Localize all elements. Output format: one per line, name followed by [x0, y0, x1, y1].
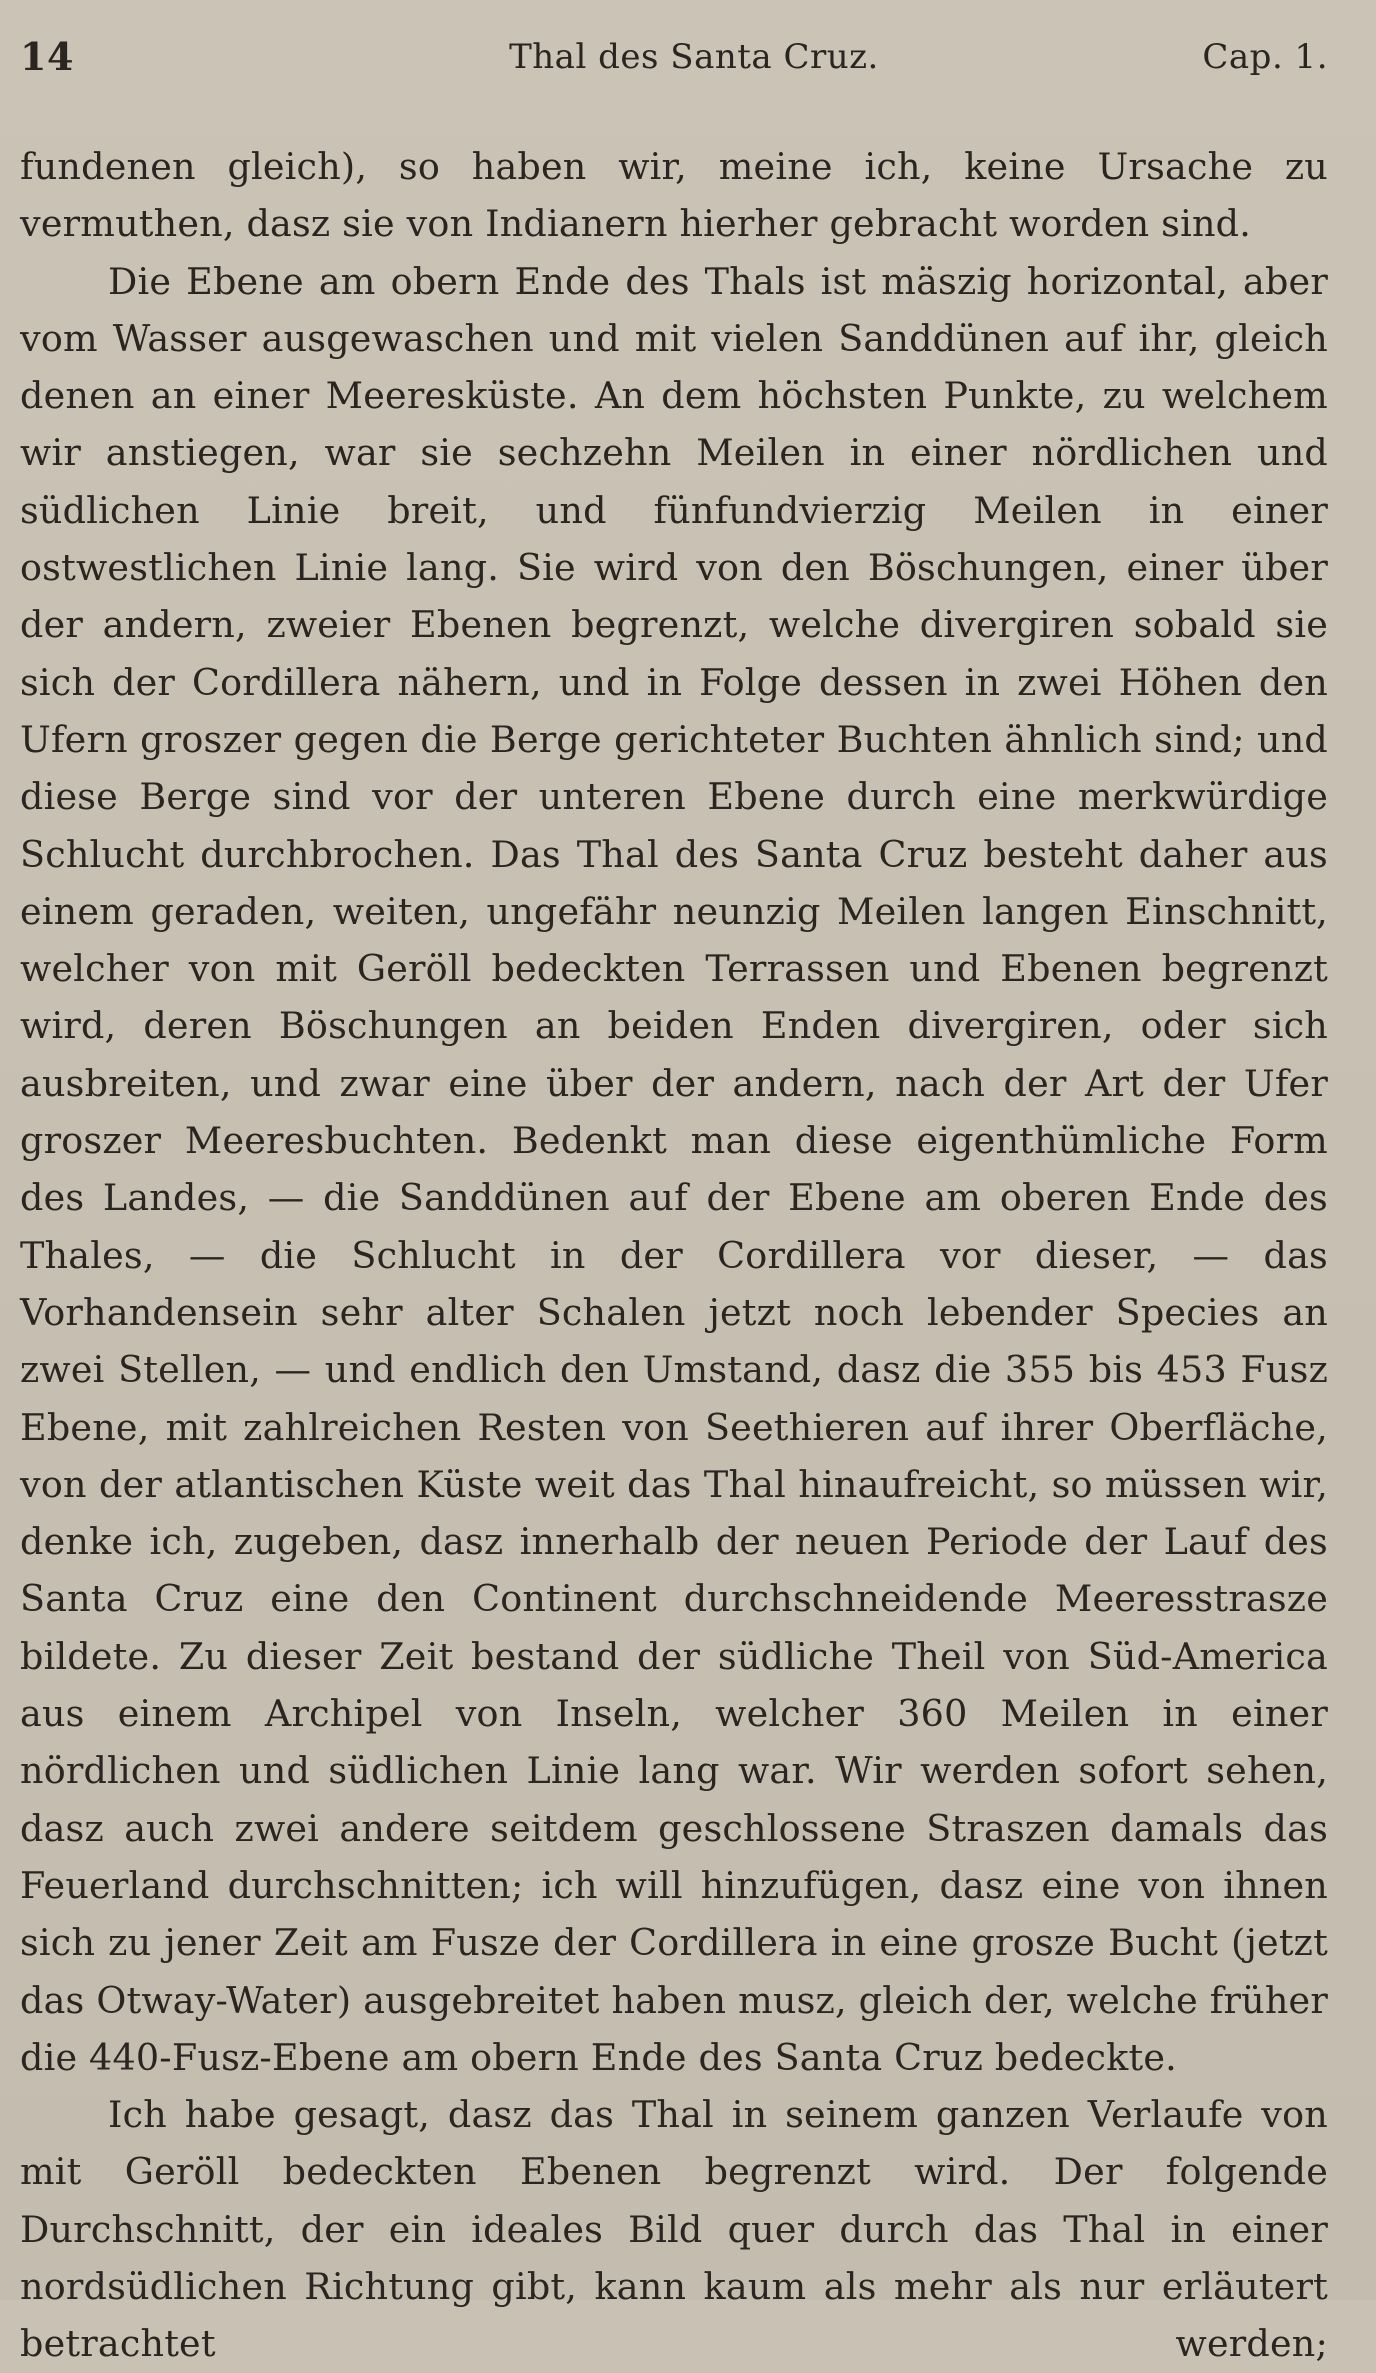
- paragraph-section-description: Ich habe gesagt, dasz das Thal in seinem ganzen Verlaufe von mit Geröll bedeckten Ebenen begrenzt wird. Der folgende Durchschnitt, der ein ideales Bild quer durch das Thal in einer nordsüdlichen Richtung gibt, kann kaum als mehr als nur erläutert betrachtet werden;: [20, 2093, 1328, 2366]
- page-number: 14: [20, 34, 74, 79]
- running-title: Thal des Santa Cruz.: [509, 37, 879, 77]
- body-text: [20, 138, 1328, 2373]
- paragraph-continuation: fundenen gleich), so haben wir, meine ich, keine Ursache zu vermuthen, dasz sie von Indianern hierher gebracht worden sind.: [20, 145, 1328, 246]
- chapter-label: Cap. 1.: [1202, 37, 1328, 77]
- page-header: [20, 28, 1328, 86]
- paragraph-valley-plain: Die Ebene am obern Ende des Thals ist mäszig horizontal, aber vom Wasser ausgewaschen und mit vielen Sanddünen auf ihr, gleich denen an einer Meeresküste. An dem höchsten Punkte, zu welchem wir anstiegen, war sie sechzehn Meilen in einer nördlichen und südlichen Linie breit, und fünfundvierzig Meilen in einer ostwestlichen Linie lang. Sie wird von den Böschungen, einer über der andern, zweier Ebenen begrenzt, welche divergiren sobald sie sich der Cordillera nähern, und in Folge dessen in zwei Höhen den Ufern groszer gegen die Berge gerichteter Buchten ähnlich sind; und diese Berge sind vor der unteren Ebene durch eine merkwürdige Schlucht durchbrochen. Das Thal des Santa Cruz besteht daher aus einem geraden, weiten, ungefähr neunzig Meilen langen Einschnitt, welcher von mit Geröll bedeckten Terrassen und Ebenen begrenzt wird, deren Böschungen an beiden Enden divergiren, oder sich ausbreiten, und zwar eine über der andern, nach der Art der Ufer groszer Meeresbuchten. Bedenkt man diese eigenthümliche Form des Landes, — die Sanddünen auf der Ebene am oberen Ende des Thales, — die Schlucht in der Cordillera vor dieser, — das Vorhandensein sehr alter Schalen jetzt noch lebender Species an zwei Stellen, — und endlich den Umstand, dasz die 355 bis 453 Fusz Ebene, mit zahlreichen Resten von Seethieren auf ihrer Oberfläche, von der atlantischen Küste weit das Thal hinaufreicht, so müssen wir, denke ich, zugeben, dasz innerhalb der neuen Periode der Lauf des Santa Cruz eine den Continent durchschneidende Meeresstrasze bildete. Zu dieser Zeit bestand der südliche Theil von Süd-America aus einem Archipel von Inseln, welcher 360 Meilen in einer nördlichen und südlichen Linie lang war. Wir werden sofort sehen, dasz auch zwei andere seitdem geschlossene Straszen damals das Feuerland durchschnitten; ich will hinzufügen, dasz eine von ihnen sich zu jener Zeit am Fusze der Cordillera in eine grosze Bucht (jetzt das Otway-Water) ausgebreitet haben musz, gleich der, welche früher die 440-Fusz-Ebene am obern Ende des Santa Cruz bedeckte.: [20, 259, 1328, 2079]
